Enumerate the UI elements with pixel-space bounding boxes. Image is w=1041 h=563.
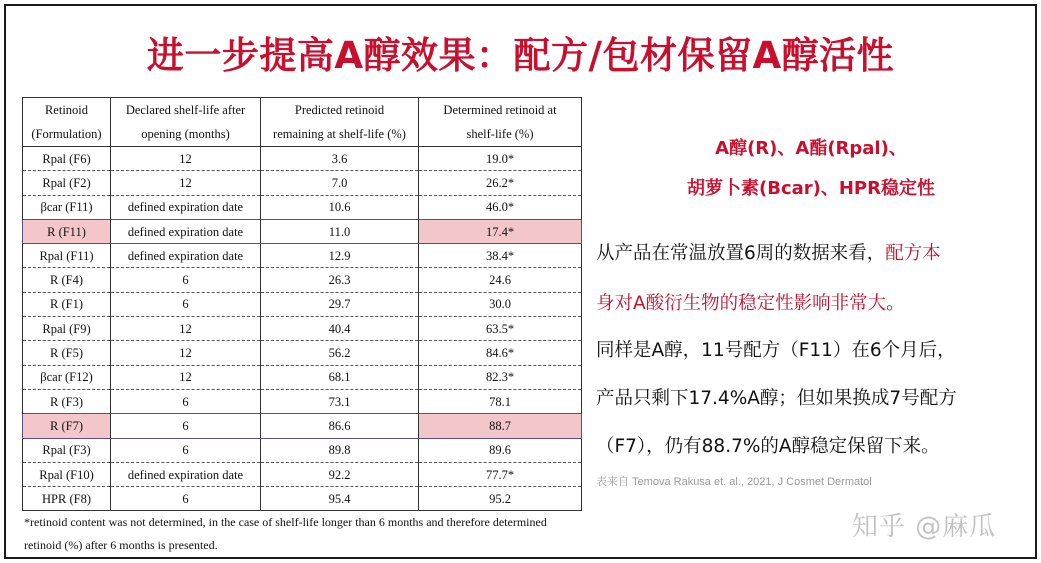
table-header-row <box>23 122 582 147</box>
cell-retinoid: Rpal (F11) <box>23 244 111 268</box>
cell-determined: 78.1 <box>419 389 582 413</box>
cell-determined: 38.4* <box>419 244 582 268</box>
cell-retinoid: Rpal (F9) <box>23 317 111 341</box>
header-shelf-life-sub: opening (months) <box>111 122 261 147</box>
explanation-emphasis: 身对A酸衍生物的稳定性影响非常大 <box>596 293 887 314</box>
cell-shelf-life: defined expiration date <box>111 219 261 243</box>
retinoid-stability-table <box>22 97 582 511</box>
slide-title: 进一步提高A醇效果：配方/包材保留A醇活性 <box>146 34 895 77</box>
header-retinoid: Retinoid <box>23 98 111 123</box>
cell-predicted: 7.0 <box>261 171 419 195</box>
cell-predicted: 86.6 <box>261 414 419 438</box>
slide-frame <box>4 4 1037 559</box>
table-row <box>23 462 582 486</box>
cell-shelf-life: 12 <box>111 147 261 171</box>
table-row <box>23 268 582 292</box>
cell-predicted: 89.8 <box>261 438 419 462</box>
cell-predicted: 10.6 <box>261 195 419 219</box>
cell-determined: 26.2* <box>419 171 582 195</box>
cell-retinoid: R (F11) <box>23 219 111 243</box>
cell-shelf-life: 6 <box>111 438 261 462</box>
explanation-emphasis: 配方本 <box>885 243 941 264</box>
cell-predicted: 95.4 <box>261 487 419 511</box>
table-footnote <box>24 511 644 557</box>
header-shelf-life: Declared shelf-life after <box>111 98 261 123</box>
table-row <box>23 438 582 462</box>
table-row <box>23 147 582 171</box>
cell-retinoid: R (F5) <box>23 341 111 365</box>
cell-shelf-life: 6 <box>111 487 261 511</box>
cell-retinoid: Rpal (F2) <box>23 171 111 195</box>
cell-shelf-life: 12 <box>111 317 261 341</box>
zhihu-watermark: 知乎 @麻瓜 <box>852 512 997 542</box>
explanation-line-3: 同样是A醇，11号配方（F11）在6个月后， <box>596 340 956 361</box>
cell-predicted: 56.2 <box>261 341 419 365</box>
stability-subheading-line-1: A醇(R)、A酯(Rpal)、 <box>715 138 907 159</box>
cell-determined: 63.5* <box>419 317 582 341</box>
cell-determined: 88.7 <box>419 414 582 438</box>
table-row <box>23 195 582 219</box>
cell-predicted: 68.1 <box>261 365 419 389</box>
cell-shelf-life: defined expiration date <box>111 195 261 219</box>
table-row <box>23 292 582 316</box>
table-row-highlighted <box>23 414 582 438</box>
stability-subheading-line-2: 胡萝卜素(Bcar)、HPR稳定性 <box>687 178 935 199</box>
cell-retinoid: R (F1) <box>23 292 111 316</box>
explanation-line-5: （F7），仍有88.7%的A醇稳定保留下来。 <box>596 436 940 457</box>
footnote-line-1: *retinoid content was not determined, in the case of shelf-life longer than 6 months and therefore determined <box>24 515 547 529</box>
cell-shelf-life: 12 <box>111 365 261 389</box>
explanation-text: 。 <box>886 293 905 314</box>
header-retinoid-sub: (Formulation) <box>23 122 111 147</box>
cell-predicted: 73.1 <box>261 389 419 413</box>
cell-retinoid: βcar (F11) <box>23 195 111 219</box>
table-row <box>23 244 582 268</box>
table-row <box>23 317 582 341</box>
cell-determined: 46.0* <box>419 195 582 219</box>
cell-determined: 30.0 <box>419 292 582 316</box>
table-row <box>23 487 582 511</box>
cell-shelf-life: 6 <box>111 268 261 292</box>
cell-predicted: 11.0 <box>261 219 419 243</box>
explanation-text: 从产品在常温放置6周的数据来看， <box>596 243 886 264</box>
table-row <box>23 365 582 389</box>
cell-retinoid: Rpal (F3) <box>23 438 111 462</box>
explanation-line-1 <box>596 239 941 265</box>
cell-determined: 89.6 <box>419 438 582 462</box>
cell-retinoid: R (F7) <box>23 414 111 438</box>
explanation-line-2 <box>596 289 905 315</box>
cell-retinoid: HPR (F8) <box>23 487 111 511</box>
cell-shelf-life: defined expiration date <box>111 244 261 268</box>
cell-shelf-life: 12 <box>111 171 261 195</box>
cell-determined: 19.0* <box>419 147 582 171</box>
table-row <box>23 171 582 195</box>
cell-shelf-life: defined expiration date <box>111 462 261 486</box>
cell-shelf-life: 6 <box>111 389 261 413</box>
cell-predicted: 40.4 <box>261 317 419 341</box>
cell-determined: 82.3* <box>419 365 582 389</box>
cell-retinoid: βcar (F12) <box>23 365 111 389</box>
cell-retinoid: R (F3) <box>23 389 111 413</box>
cell-shelf-life: 12 <box>111 341 261 365</box>
cell-determined: 84.6* <box>419 341 582 365</box>
cell-predicted: 26.3 <box>261 268 419 292</box>
cell-retinoid: R (F4) <box>23 268 111 292</box>
table-header-row <box>23 98 582 123</box>
cell-retinoid: Rpal (F6) <box>23 147 111 171</box>
table-row <box>23 389 582 413</box>
source-citation: 表来自 Temova Rakusa et. al., 2021, J Cosmet Dermatol <box>596 476 872 488</box>
header-determined: Determined retinoid at <box>419 98 582 123</box>
cell-retinoid: Rpal (F10) <box>23 462 111 486</box>
explanation-line-4: 产品只剩下17.4%A醇；但如果换成7号配方 <box>596 388 957 409</box>
title-bar <box>6 6 1035 98</box>
cell-predicted: 29.7 <box>261 292 419 316</box>
cell-predicted: 3.6 <box>261 147 419 171</box>
cell-shelf-life: 6 <box>111 292 261 316</box>
cell-predicted: 12.9 <box>261 244 419 268</box>
header-predicted-sub: remaining at shelf-life (%) <box>261 122 419 147</box>
cell-determined: 95.2 <box>419 487 582 511</box>
table-row <box>23 341 582 365</box>
cell-predicted: 92.2 <box>261 462 419 486</box>
cell-determined: 24.6 <box>419 268 582 292</box>
table-row-highlighted <box>23 219 582 243</box>
cell-shelf-life: 6 <box>111 414 261 438</box>
cell-determined: 17.4* <box>419 219 582 243</box>
header-determined-sub: shelf-life (%) <box>419 122 582 147</box>
cell-determined: 77.7* <box>419 462 582 486</box>
header-predicted: Predicted retinoid <box>261 98 419 123</box>
footnote-line-2: retinoid (%) after 6 months is presented. <box>24 538 218 552</box>
